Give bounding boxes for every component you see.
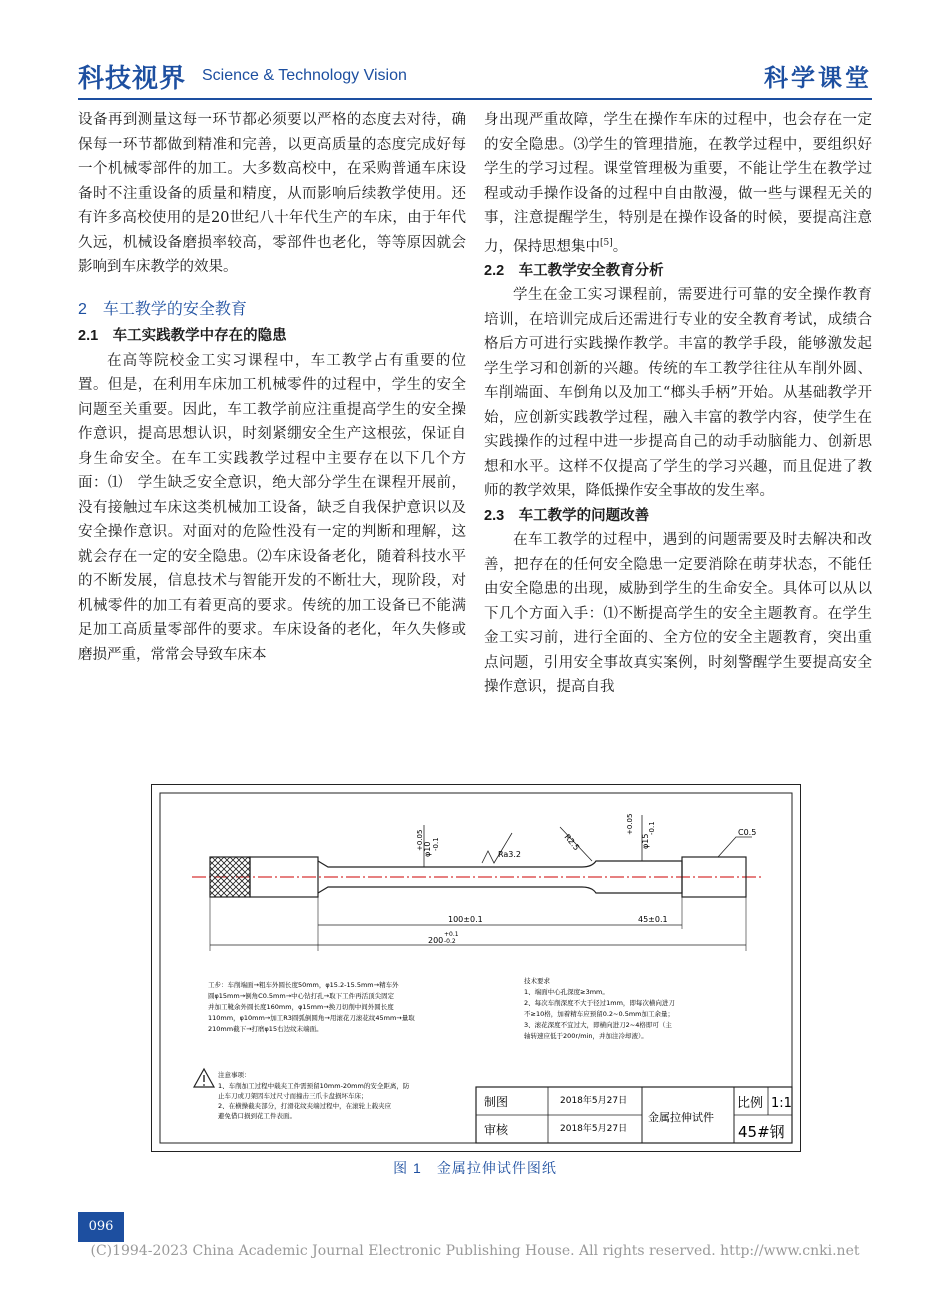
subsection-heading-2-1: 2.1 车工实践教学中存在的隐患 [78, 328, 287, 344]
dim-length-45: 45±0.1 [638, 915, 668, 924]
notice-line: 避免借口损到花工件表面。 [218, 1112, 296, 1120]
paragraph: 在车工教学的过程中，遇到的问题需要及时去解决和改善，把存在的任何安全隐患一定要消除在萌芽状态，不能任由安全隐患的出现，威胁到学生的生命安全。具体可以从以下几个方面入手：⑴不断提高学生的安全主题教育。在学生金工实习前，进行全面的、全方位的安全主题教育，突出重点问题，引用安全事故真实案例，时刻警醒学生要提高安全操作意识，提高自我 [484, 532, 872, 696]
paragraph-text: 身出现严重故障，学生在操作车床的过程中，也会存在一定的安全隐患。⑶学生的管理措施，在教学过程中，要组织好学生的学习过程。课堂管理极为重要，不能让学生在教学过程或动手操作设备的过程中自由散漫，做一些与课程无关的事，注意提醒学生，特别是在操作设备的时候，要提高注意力，保持思想集中 [484, 112, 872, 255]
dim-length-100: 100±0.1 [448, 915, 483, 924]
dim-length-200-lower: -0.2 [444, 938, 456, 945]
journal-title-en: Science & Technology Vision [202, 67, 407, 84]
tech-line: 轴转速应低于200r/min，并加注冷却液）。 [524, 1032, 648, 1040]
title-block [476, 1087, 792, 1143]
draw-label: 制图 [484, 1095, 509, 1109]
part-body-right [682, 857, 746, 897]
dim-right-tol-lower: -0.1 [648, 821, 656, 835]
page-number: 096 [78, 1212, 124, 1242]
tech-line: 3、滚花深度不宜过大，即横向进刀2~4格即可（主 [524, 1021, 672, 1029]
dim-right-diameter: φ15 [641, 833, 650, 849]
copyright-footer: (C)1994-2023 China Academic Journal Electronic Publishing House. All rights reserved. http://www.cnki.net [90, 1243, 860, 1259]
material-label: 45#钢 [738, 1123, 785, 1141]
paragraph [484, 108, 872, 259]
journal-title-cn: 科技视界 [78, 64, 187, 94]
engineering-drawing [152, 785, 800, 1151]
section-heading-2: 2 车工教学的安全教育 [78, 300, 247, 318]
page-header [78, 52, 872, 98]
tech-title: 技术要求 [524, 977, 550, 985]
dim-length-200-upper: +0.1 [444, 931, 459, 938]
left-column [78, 108, 466, 667]
paragraph: 设备再到测量这每一环节都必须要以严格的态度去对待，确保每一环节都做到精准和完善，以更高质量的态度完成好每一个机械零部件的加工。大多数高校中，在采购普通车床设备时不注重设备的质量和精度，从而影响后续教学使用。还有许多高校使用的是20世纪八十年代生产的车床，由于年代久远，机械设备磨损率较高，零部件也老化，等等原因就会影响到车床教学的效果。 [78, 112, 466, 275]
check-label: 审核 [484, 1123, 509, 1137]
tech-line: 不≥10格，加着精车应预留0.2~0.5mm加工余量； [524, 1010, 675, 1018]
warning-icon [194, 1069, 214, 1087]
draw-date: 2018年5月27日 [560, 1096, 628, 1106]
part-name: 金属拉伸试件 [648, 1111, 714, 1124]
paragraph-end: 。 [612, 238, 628, 255]
paragraph: 学生在金工实习课程前，需要进行可靠的安全操作教育培训，在培训完成后还需进行专业的安全教育考试，成绩合格后方可进行实践操作教学。丰富的教学手段，能够激发起学生学习和创新的兴趣。传统的车工教学往往从车削外圆、车削端面、车倒角以及加工“榔头手柄”开始。从基础教学开始，应创新实践教学过程，融入丰富的教学内容，使学生在实践操作的过程中进一步提高自己的动手动脑能力、创新思想和水平。这样不仅提高了学生的学习兴趣，而且促进了教师的教学效果，降低操作安全事故的发生率。 [484, 287, 872, 500]
figure-caption: 图 1 金属拉伸试件图纸 [393, 1160, 557, 1176]
radius-label: R2.5 [562, 832, 582, 853]
chamfer-label: C0.5 [738, 828, 757, 837]
notice-line: 1、车削加工过程中载夹工件需预留10mm-20mm的安全距离，防 [218, 1082, 410, 1090]
dim-left-diameter: φ10 [423, 841, 432, 857]
paragraph: 在高等院校金工实习课程中，车工教学占有重要的位置。但是，在利用车床加工机械零件的过程中，学生的安全问题至关重要。因此，车工教学前应注重提高学生的安全操作意识，提高思想认识，时刻紧绷安全生产这根弦，保证自身生命安全。在车工实践教学过程中主要存在以下几个方面：⑴ 学生缺乏安全意识，绝大部分学生在课程开展前，没有接触过车床这类机械加工设备，缺乏自我保护意识以及安全操作意识。对面对的危险性没有一定的判断和理解，这就会存在一定的安全隐患。⑵车床设备老化，随着科技水平的不断发展，信息技术与智能开发的不断壮大，现阶段，对机械零件的加工有着更高的要求。传统的加工设备已不能满足加工高质量零部件的要求。车床设备的老化，年久失修或磨损严重，常常会导致车床本 [78, 352, 466, 663]
notice-title: 注意事项： [218, 1071, 251, 1079]
section-name: 科学课堂 [764, 63, 872, 92]
right-column [484, 108, 872, 700]
safety-notice [218, 1070, 410, 1120]
process-notes [208, 980, 415, 1033]
subsection-heading-2-3: 2.3 车工教学的问题改善 [484, 507, 650, 524]
process-line: 并加工靴余外圆长度160mm，φ15mm→换刀切削中间外圆长度 [208, 1003, 394, 1011]
check-date: 2018年5月27日 [560, 1124, 628, 1134]
notice-line: 2、在横操截夹部分，打滑花纹夹端过程中，在滚轮上载夹应 [218, 1102, 392, 1110]
dim-right-tol-upper: +0.05 [626, 813, 634, 835]
roughness-label: Ra3.2 [498, 850, 522, 859]
process-line: 110mm，φ10mm→加工R3圆弧倒圆角→用滚花刀滚花纹45mm→量取 [208, 1014, 415, 1022]
figure-drawing [151, 784, 801, 1152]
dim-left-tol-lower: -0.1 [432, 837, 440, 851]
header-rule [78, 98, 872, 100]
process-line: 210mm截下→打磨φ15右边纹末端面。 [208, 1025, 323, 1033]
process-line: 工步：车削端面→粗车外圆长度50mm，φ15.2-15.5mm→精车外 [208, 981, 399, 989]
dim-length-200: 200 [428, 936, 444, 945]
tech-line: 2、每次车削深度不大于径过1mm，即每次横向进刀 [524, 999, 675, 1007]
scale-value: 1:1 [771, 1096, 792, 1111]
scale-label: 比例 [737, 1096, 764, 1111]
notice-line: 止车刀或刀架因车过尺寸而撞击三爪卡盘损坏车床； [218, 1092, 368, 1100]
reference-mark[interactable]: [5] [600, 237, 613, 248]
subsection-heading-2-2: 2.2 车工教学安全教育分析 [484, 262, 664, 279]
technical-requirements [524, 976, 675, 1040]
dim-left-tol-upper: +0.05 [416, 829, 424, 851]
knurled-section [210, 857, 250, 897]
tech-line: 1、端面中心孔深度≥3mm。 [524, 988, 609, 996]
process-line: 圆φ15mm→倒角C0.5mm→中心钻打孔→取下工件再活顶尖固定 [208, 992, 395, 1000]
